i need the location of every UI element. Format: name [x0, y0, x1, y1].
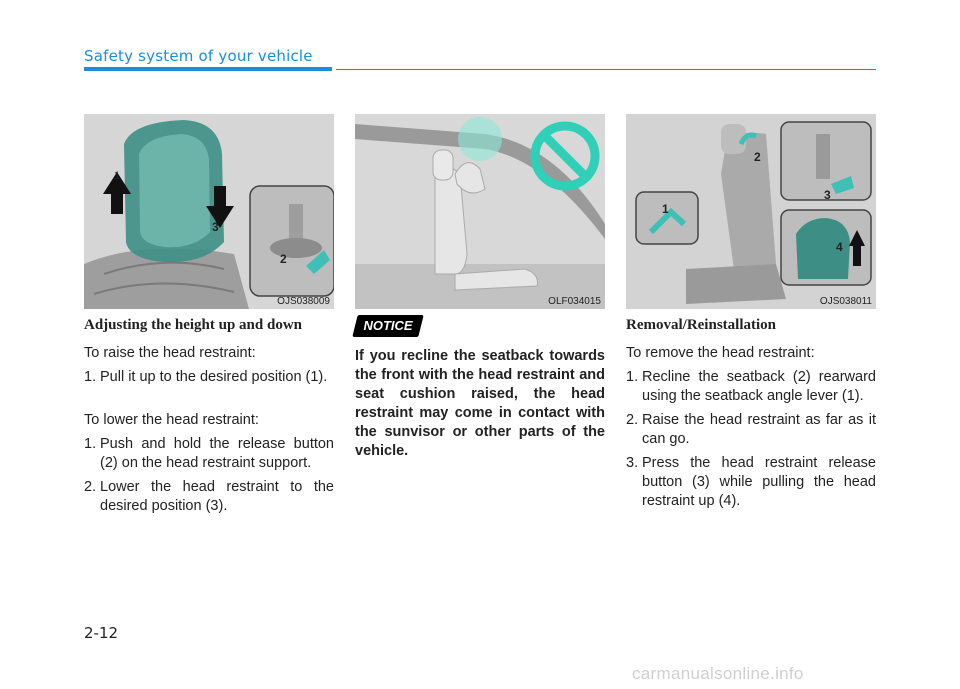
- left-column: [84, 316, 334, 521]
- page-number: 2-12: [84, 624, 119, 642]
- figure-code: OJS038009: [277, 296, 330, 307]
- figure-adjust-height: [84, 114, 334, 309]
- figure-notice: [355, 114, 605, 309]
- callout-1: 1: [662, 202, 669, 216]
- figure-adjust-height-illustration: [84, 114, 334, 309]
- lower-intro: To lower the head restraint:: [84, 412, 259, 428]
- list-item: 1. Recline the seatback (2) rearward using the seatback angle lever (1).: [626, 369, 876, 404]
- callout-1: 1: [114, 170, 121, 182]
- list-item: 3. Press the head restraint release button (3) while pulling the head restraint up (4).: [626, 455, 876, 509]
- callout-3: 3: [824, 188, 831, 202]
- callout-3: 3: [212, 220, 219, 234]
- figure-notice-illustration: [355, 114, 605, 309]
- figure-code: OJS038011: [819, 296, 872, 307]
- figure-removal: [626, 114, 876, 309]
- header-rule-thin: [336, 69, 876, 70]
- subsection-heading: Adjusting the height up and down: [84, 317, 302, 333]
- list-item: 1. Push and hold the release button (2) on the head restraint support.: [84, 436, 334, 471]
- list-item: 2. Lower the head restraint to the desired position (3).: [84, 479, 334, 514]
- right-column: [626, 316, 876, 516]
- callout-4: 4: [836, 240, 843, 254]
- figure-code: OLF034015: [548, 296, 601, 307]
- header-rule-thick: [84, 67, 332, 71]
- notice-text: If you recline the seatback towards the front with the head restraint and seat cushion raised, the head restraint may come in contact with the sunvisor or other parts of the vehicle.: [355, 348, 605, 459]
- list-item: 2. Raise the head restraint as far as it can go.: [626, 412, 876, 447]
- section-title: Safety system of your vehicle: [84, 47, 313, 65]
- subsection-heading: Removal/Reinstallation: [626, 317, 776, 333]
- raise-intro: To raise the head restraint:: [84, 345, 256, 361]
- list-item: 1. Pull it up to the desired position (1).: [84, 369, 328, 385]
- notice-label: NOTICE: [363, 318, 413, 333]
- removal-intro: To remove the head restraint:: [626, 345, 815, 361]
- callout-2: 2: [280, 252, 287, 266]
- callout-2: 2: [754, 150, 761, 164]
- watermark: carmanualsonline.info: [632, 664, 804, 683]
